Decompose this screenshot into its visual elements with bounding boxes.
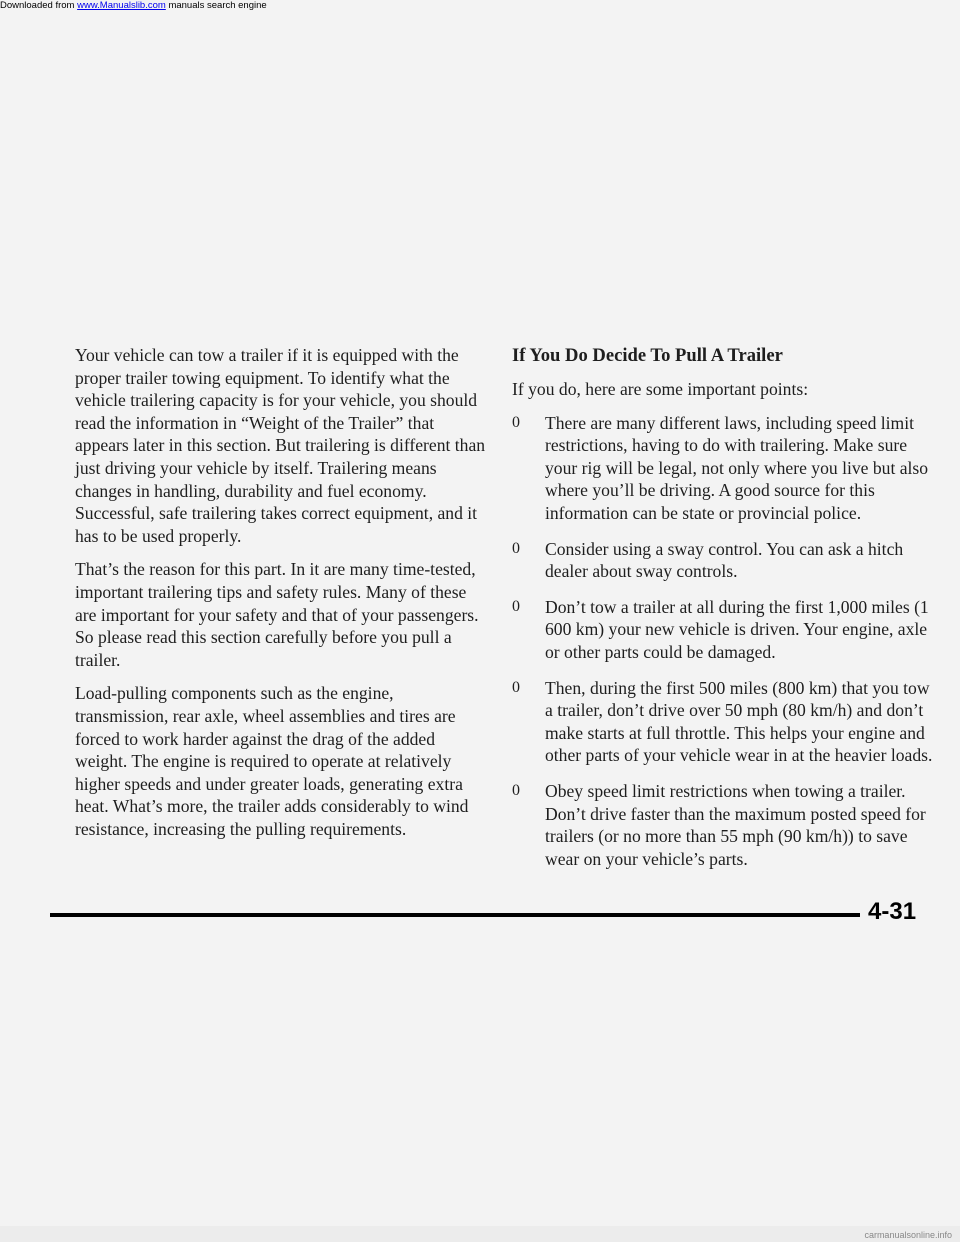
bullet-icon: 0 bbox=[512, 781, 520, 799]
list-item-text: There are many different laws, including speed limit restrictions, having to do with trailering. Make sure your rig will be legal, not only where you live but also where you’ll be driving. A good source for this information can be state or provincial police. bbox=[545, 412, 929, 523]
paragraph-reason: That’s the reason for this part. In it are many time-tested, important trailering tips and safety rules. Many of these are important for your safety and that of your passengers. So please read this section carefully before you pull a trailer. bbox=[75, 559, 479, 670]
list-item bbox=[512, 538, 940, 583]
paragraph-load-pulling: Load-pulling components such as the engine, transmission, rear axle, wheel assemblies and tires are forced to work harder against the drag of the added weight. The engine is required to operate at relatively higher speeds and under greater loads, generating extra heat. What’s more, the trailer adds considerably to wind resistance, increasing the pulling requirements. bbox=[75, 683, 469, 839]
tips-list bbox=[512, 412, 940, 871]
list-item-text: Don’t tow a trailer at all during the first 1,000 miles (1 600 km) your new vehicle is driven. Your engine, axle or other parts could be damaged. bbox=[545, 596, 929, 662]
bullet-icon: 0 bbox=[512, 678, 520, 696]
list-item-text: Then, during the first 500 miles (800 km) that you tow a trailer, don’t drive over 50 mph (80 km/h) and don’t make starts at full throttle. This helps your engine and other parts of your vehicle wear in at the heavier loads. bbox=[545, 677, 933, 766]
list-item-text: Obey speed limit restrictions when towing a trailer. Don’t drive faster than the maximum posted speed for trailers (or no more than 55 mph (90 km/h)) to save wear on your vehicle’s parts. bbox=[545, 780, 926, 869]
bullet-icon: 0 bbox=[512, 539, 520, 557]
page-number: 4-31 bbox=[868, 898, 917, 925]
section-heading: If You Do Decide To Pull A Trailer bbox=[512, 345, 783, 366]
page-divider bbox=[50, 913, 860, 917]
intro-text: If you do, here are some important points: bbox=[512, 379, 809, 399]
footer-bar bbox=[0, 1226, 960, 1242]
list-item bbox=[512, 412, 940, 525]
bullet-icon: 0 bbox=[512, 413, 520, 431]
list-item-text: Consider using a sway control. You can ask a hitch dealer about sway controls. bbox=[545, 538, 904, 582]
manualslib-link[interactable]: www.Manualslib.com bbox=[77, 0, 166, 11]
paragraph-towing-capacity: Your vehicle can tow a trailer if it is equipped with the proper trailer towing equipment. To identify what the vehicle trailering capacity is for your vehicle, you should read the information in “Weight of the Trailer” that appears later in this section. But trailering is different than just driving your vehicle by itself. Trailering means changes in handling, durability and fuel economy. Successful, safe trailering takes correct equipment, and it has to be used properly. bbox=[75, 345, 486, 546]
right-column bbox=[512, 344, 940, 883]
header-suffix: manuals search engine bbox=[165, 0, 267, 11]
list-item bbox=[512, 677, 940, 767]
list-item bbox=[512, 596, 940, 664]
watermark: carmanualsonline.info bbox=[864, 1230, 952, 1240]
download-header bbox=[0, 0, 960, 12]
header-prefix: Downloaded from bbox=[0, 0, 78, 11]
bullet-icon: 0 bbox=[512, 597, 520, 615]
list-item bbox=[512, 780, 940, 870]
left-column bbox=[75, 344, 487, 851]
